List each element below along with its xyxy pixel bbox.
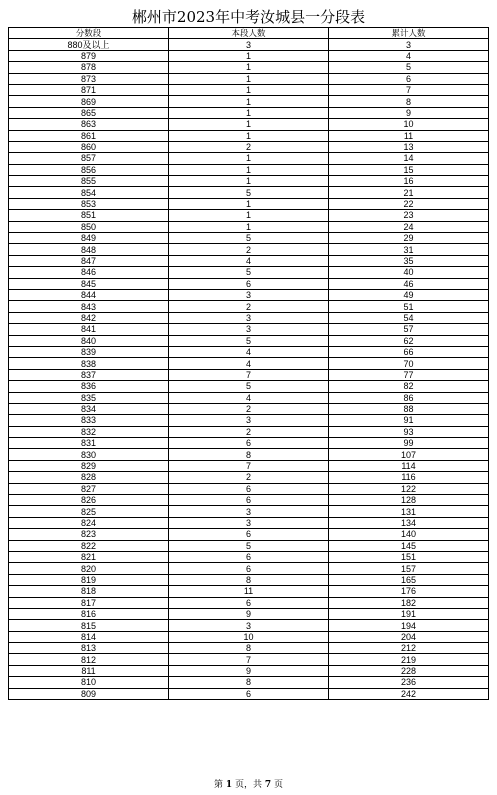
cell-score: 826 bbox=[9, 495, 169, 506]
cell-score: 828 bbox=[9, 472, 169, 483]
cell-score: 850 bbox=[9, 221, 169, 232]
cell-score: 823 bbox=[9, 529, 169, 540]
cell-segment-count: 1 bbox=[169, 62, 329, 73]
cell-score: 827 bbox=[9, 483, 169, 494]
cell-score: 842 bbox=[9, 312, 169, 323]
cell-score: 863 bbox=[9, 119, 169, 130]
cell-cumulative-count: 140 bbox=[329, 529, 489, 540]
cell-score: 848 bbox=[9, 244, 169, 255]
cell-cumulative-count: 54 bbox=[329, 312, 489, 323]
table-row bbox=[9, 39, 489, 50]
cell-score: 819 bbox=[9, 574, 169, 585]
table-row bbox=[9, 176, 489, 187]
table-row bbox=[9, 495, 489, 506]
cell-cumulative-count: 66 bbox=[329, 346, 489, 357]
cell-score: 878 bbox=[9, 62, 169, 73]
cell-cumulative-count: 6 bbox=[329, 73, 489, 84]
cell-score: 813 bbox=[9, 643, 169, 654]
cell-segment-count: 1 bbox=[169, 73, 329, 84]
table-row bbox=[9, 597, 489, 608]
cell-segment-count: 3 bbox=[169, 39, 329, 50]
cell-score: 851 bbox=[9, 210, 169, 221]
cell-score: 846 bbox=[9, 267, 169, 278]
cell-score: 817 bbox=[9, 597, 169, 608]
cell-segment-count: 5 bbox=[169, 335, 329, 346]
cell-cumulative-count: 62 bbox=[329, 335, 489, 346]
cell-cumulative-count: 7 bbox=[329, 84, 489, 95]
cell-segment-count: 6 bbox=[169, 483, 329, 494]
cell-cumulative-count: 122 bbox=[329, 483, 489, 494]
table-row bbox=[9, 460, 489, 471]
cell-score: 871 bbox=[9, 84, 169, 95]
cell-cumulative-count: 35 bbox=[329, 255, 489, 266]
cell-cumulative-count: 131 bbox=[329, 506, 489, 517]
cell-cumulative-count: 134 bbox=[329, 517, 489, 528]
cell-cumulative-count: 21 bbox=[329, 187, 489, 198]
cell-cumulative-count: 70 bbox=[329, 358, 489, 369]
cell-score: 841 bbox=[9, 324, 169, 335]
footer-prefix: 第 bbox=[213, 780, 226, 790]
cell-cumulative-count: 10 bbox=[329, 119, 489, 130]
cell-score: 857 bbox=[9, 153, 169, 164]
cell-segment-count: 1 bbox=[169, 84, 329, 95]
table-row bbox=[9, 267, 489, 278]
cell-cumulative-count: 242 bbox=[329, 688, 489, 699]
cell-cumulative-count: 228 bbox=[329, 665, 489, 676]
cell-score: 816 bbox=[9, 608, 169, 619]
cell-score: 836 bbox=[9, 381, 169, 392]
cell-cumulative-count: 145 bbox=[329, 540, 489, 551]
table-row bbox=[9, 403, 489, 414]
cell-segment-count: 8 bbox=[169, 677, 329, 688]
cell-segment-count: 6 bbox=[169, 551, 329, 562]
cell-cumulative-count: 8 bbox=[329, 96, 489, 107]
cell-segment-count: 3 bbox=[169, 517, 329, 528]
cell-score: 820 bbox=[9, 563, 169, 574]
cell-score: 869 bbox=[9, 96, 169, 107]
table-row bbox=[9, 540, 489, 551]
table-header-row bbox=[9, 28, 489, 39]
cell-cumulative-count: 236 bbox=[329, 677, 489, 688]
cell-cumulative-count: 51 bbox=[329, 301, 489, 312]
footer-middle: 页，共 bbox=[232, 780, 265, 790]
cell-score: 856 bbox=[9, 164, 169, 175]
table-row bbox=[9, 210, 489, 221]
cell-segment-count: 1 bbox=[169, 210, 329, 221]
cell-score: 879 bbox=[9, 50, 169, 61]
table-row bbox=[9, 415, 489, 426]
table-row bbox=[9, 187, 489, 198]
cell-score: 815 bbox=[9, 620, 169, 631]
cell-segment-count: 5 bbox=[169, 267, 329, 278]
cell-score: 844 bbox=[9, 289, 169, 300]
cell-score: 818 bbox=[9, 586, 169, 597]
cell-cumulative-count: 93 bbox=[329, 426, 489, 437]
cell-cumulative-count: 116 bbox=[329, 472, 489, 483]
table-row bbox=[9, 221, 489, 232]
cell-cumulative-count: 5 bbox=[329, 62, 489, 73]
cell-segment-count: 2 bbox=[169, 403, 329, 414]
table-row bbox=[9, 574, 489, 585]
table-row bbox=[9, 198, 489, 209]
cell-cumulative-count: 57 bbox=[329, 324, 489, 335]
cell-score: 824 bbox=[9, 517, 169, 528]
cell-cumulative-count: 14 bbox=[329, 153, 489, 164]
cell-segment-count: 9 bbox=[169, 665, 329, 676]
table-row bbox=[9, 324, 489, 335]
cell-cumulative-count: 40 bbox=[329, 267, 489, 278]
table-row bbox=[9, 50, 489, 61]
table-row bbox=[9, 643, 489, 654]
cell-score: 839 bbox=[9, 346, 169, 357]
cell-segment-count: 3 bbox=[169, 312, 329, 323]
cell-score: 849 bbox=[9, 233, 169, 244]
table-row bbox=[9, 301, 489, 312]
cell-score: 811 bbox=[9, 665, 169, 676]
table-row bbox=[9, 608, 489, 619]
cell-cumulative-count: 49 bbox=[329, 289, 489, 300]
cell-cumulative-count: 4 bbox=[329, 50, 489, 61]
table-row bbox=[9, 665, 489, 676]
cell-cumulative-count: 24 bbox=[329, 221, 489, 232]
table-row bbox=[9, 631, 489, 642]
cell-cumulative-count: 194 bbox=[329, 620, 489, 631]
cell-cumulative-count: 157 bbox=[329, 563, 489, 574]
cell-segment-count: 7 bbox=[169, 654, 329, 665]
column-header-segment-count: 本段人数 bbox=[169, 28, 329, 39]
table-body bbox=[9, 39, 489, 700]
column-header-cumulative-count: 累计人数 bbox=[329, 28, 489, 39]
cell-segment-count: 5 bbox=[169, 233, 329, 244]
cell-score: 873 bbox=[9, 73, 169, 84]
cell-segment-count: 4 bbox=[169, 255, 329, 266]
cell-score: 855 bbox=[9, 176, 169, 187]
cell-segment-count: 1 bbox=[169, 221, 329, 232]
cell-cumulative-count: 165 bbox=[329, 574, 489, 585]
cell-segment-count: 1 bbox=[169, 176, 329, 187]
cell-segment-count: 5 bbox=[169, 187, 329, 198]
cell-score: 861 bbox=[9, 130, 169, 141]
cell-cumulative-count: 22 bbox=[329, 198, 489, 209]
table-row bbox=[9, 449, 489, 460]
cell-score: 831 bbox=[9, 438, 169, 449]
cell-cumulative-count: 13 bbox=[329, 141, 489, 152]
cell-score: 809 bbox=[9, 688, 169, 699]
cell-score: 847 bbox=[9, 255, 169, 266]
table-row bbox=[9, 244, 489, 255]
cell-segment-count: 3 bbox=[169, 415, 329, 426]
cell-segment-count: 1 bbox=[169, 107, 329, 118]
cell-segment-count: 5 bbox=[169, 381, 329, 392]
table-row bbox=[9, 563, 489, 574]
cell-segment-count: 6 bbox=[169, 563, 329, 574]
cell-cumulative-count: 107 bbox=[329, 449, 489, 460]
footer-page-number: 1 bbox=[225, 780, 233, 790]
table-row bbox=[9, 312, 489, 323]
score-distribution-table bbox=[8, 27, 489, 700]
cell-score: 853 bbox=[9, 198, 169, 209]
table-row bbox=[9, 130, 489, 141]
table-row bbox=[9, 506, 489, 517]
cell-cumulative-count: 191 bbox=[329, 608, 489, 619]
footer-suffix: 页 bbox=[271, 780, 283, 790]
cell-score: 833 bbox=[9, 415, 169, 426]
cell-cumulative-count: 114 bbox=[329, 460, 489, 471]
cell-score: 825 bbox=[9, 506, 169, 517]
table-row bbox=[9, 517, 489, 528]
cell-segment-count: 1 bbox=[169, 164, 329, 175]
cell-score: 834 bbox=[9, 403, 169, 414]
table-row bbox=[9, 164, 489, 175]
cell-segment-count: 7 bbox=[169, 369, 329, 380]
table-row bbox=[9, 426, 489, 437]
table-row bbox=[9, 153, 489, 164]
cell-segment-count: 10 bbox=[169, 631, 329, 642]
page-title: 郴州市2023年中考汝城县一分段表 bbox=[131, 8, 366, 26]
table-row bbox=[9, 96, 489, 107]
cell-segment-count: 5 bbox=[169, 540, 329, 551]
cell-cumulative-count: 151 bbox=[329, 551, 489, 562]
table-row bbox=[9, 346, 489, 357]
cell-cumulative-count: 15 bbox=[329, 164, 489, 175]
cell-score: 845 bbox=[9, 278, 169, 289]
cell-segment-count: 1 bbox=[169, 130, 329, 141]
cell-segment-count: 4 bbox=[169, 358, 329, 369]
cell-cumulative-count: 77 bbox=[329, 369, 489, 380]
cell-segment-count: 3 bbox=[169, 289, 329, 300]
table-row bbox=[9, 472, 489, 483]
cell-score: 840 bbox=[9, 335, 169, 346]
cell-segment-count: 2 bbox=[169, 141, 329, 152]
cell-cumulative-count: 82 bbox=[329, 381, 489, 392]
table-row bbox=[9, 381, 489, 392]
cell-segment-count: 4 bbox=[169, 392, 329, 403]
cell-segment-count: 1 bbox=[169, 198, 329, 209]
cell-segment-count: 1 bbox=[169, 153, 329, 164]
cell-segment-count: 2 bbox=[169, 426, 329, 437]
table-row bbox=[9, 369, 489, 380]
page-footer bbox=[0, 780, 497, 791]
cell-cumulative-count: 46 bbox=[329, 278, 489, 289]
cell-segment-count: 6 bbox=[169, 438, 329, 449]
cell-score: 810 bbox=[9, 677, 169, 688]
cell-cumulative-count: 176 bbox=[329, 586, 489, 597]
cell-score: 880及以上 bbox=[9, 39, 169, 50]
table-row bbox=[9, 141, 489, 152]
cell-score: 832 bbox=[9, 426, 169, 437]
cell-segment-count: 7 bbox=[169, 460, 329, 471]
cell-score: 830 bbox=[9, 449, 169, 460]
cell-cumulative-count: 99 bbox=[329, 438, 489, 449]
cell-score: 814 bbox=[9, 631, 169, 642]
cell-segment-count: 3 bbox=[169, 506, 329, 517]
footer-total-pages: 7 bbox=[264, 780, 272, 790]
table-row bbox=[9, 358, 489, 369]
cell-score: 829 bbox=[9, 460, 169, 471]
table-row bbox=[9, 654, 489, 665]
table-row bbox=[9, 233, 489, 244]
cell-segment-count: 1 bbox=[169, 50, 329, 61]
table-row bbox=[9, 438, 489, 449]
cell-cumulative-count: 182 bbox=[329, 597, 489, 608]
cell-score: 821 bbox=[9, 551, 169, 562]
table-row bbox=[9, 551, 489, 562]
cell-score: 812 bbox=[9, 654, 169, 665]
cell-cumulative-count: 204 bbox=[329, 631, 489, 642]
cell-cumulative-count: 9 bbox=[329, 107, 489, 118]
cell-segment-count: 6 bbox=[169, 495, 329, 506]
cell-cumulative-count: 212 bbox=[329, 643, 489, 654]
table-row bbox=[9, 483, 489, 494]
cell-cumulative-count: 23 bbox=[329, 210, 489, 221]
table-row bbox=[9, 688, 489, 699]
cell-segment-count: 1 bbox=[169, 96, 329, 107]
cell-segment-count: 8 bbox=[169, 574, 329, 585]
cell-cumulative-count: 128 bbox=[329, 495, 489, 506]
cell-segment-count: 1 bbox=[169, 119, 329, 130]
cell-cumulative-count: 91 bbox=[329, 415, 489, 426]
cell-segment-count: 9 bbox=[169, 608, 329, 619]
cell-segment-count: 2 bbox=[169, 472, 329, 483]
cell-score: 835 bbox=[9, 392, 169, 403]
cell-segment-count: 4 bbox=[169, 346, 329, 357]
cell-cumulative-count: 31 bbox=[329, 244, 489, 255]
cell-cumulative-count: 3 bbox=[329, 39, 489, 50]
table-row bbox=[9, 677, 489, 688]
cell-score: 822 bbox=[9, 540, 169, 551]
table-row bbox=[9, 107, 489, 118]
cell-cumulative-count: 219 bbox=[329, 654, 489, 665]
table-row bbox=[9, 392, 489, 403]
cell-score: 860 bbox=[9, 141, 169, 152]
cell-segment-count: 6 bbox=[169, 278, 329, 289]
cell-score: 843 bbox=[9, 301, 169, 312]
cell-segment-count: 8 bbox=[169, 643, 329, 654]
table-row bbox=[9, 529, 489, 540]
cell-cumulative-count: 11 bbox=[329, 130, 489, 141]
cell-segment-count: 3 bbox=[169, 620, 329, 631]
cell-segment-count: 6 bbox=[169, 597, 329, 608]
table-row bbox=[9, 620, 489, 631]
cell-score: 854 bbox=[9, 187, 169, 198]
table-row bbox=[9, 335, 489, 346]
table-row bbox=[9, 255, 489, 266]
cell-score: 837 bbox=[9, 369, 169, 380]
cell-segment-count: 11 bbox=[169, 586, 329, 597]
cell-cumulative-count: 86 bbox=[329, 392, 489, 403]
table-row bbox=[9, 73, 489, 84]
cell-cumulative-count: 16 bbox=[329, 176, 489, 187]
cell-segment-count: 6 bbox=[169, 688, 329, 699]
cell-cumulative-count: 88 bbox=[329, 403, 489, 414]
cell-segment-count: 2 bbox=[169, 244, 329, 255]
column-header-score: 分数段 bbox=[9, 28, 169, 39]
cell-score: 838 bbox=[9, 358, 169, 369]
cell-segment-count: 8 bbox=[169, 449, 329, 460]
cell-segment-count: 3 bbox=[169, 324, 329, 335]
cell-segment-count: 6 bbox=[169, 529, 329, 540]
table-row bbox=[9, 84, 489, 95]
table-row bbox=[9, 586, 489, 597]
cell-cumulative-count: 29 bbox=[329, 233, 489, 244]
table-row bbox=[9, 62, 489, 73]
table-row bbox=[9, 119, 489, 130]
cell-score: 865 bbox=[9, 107, 169, 118]
table-row bbox=[9, 289, 489, 300]
table-row bbox=[9, 278, 489, 289]
cell-segment-count: 2 bbox=[169, 301, 329, 312]
